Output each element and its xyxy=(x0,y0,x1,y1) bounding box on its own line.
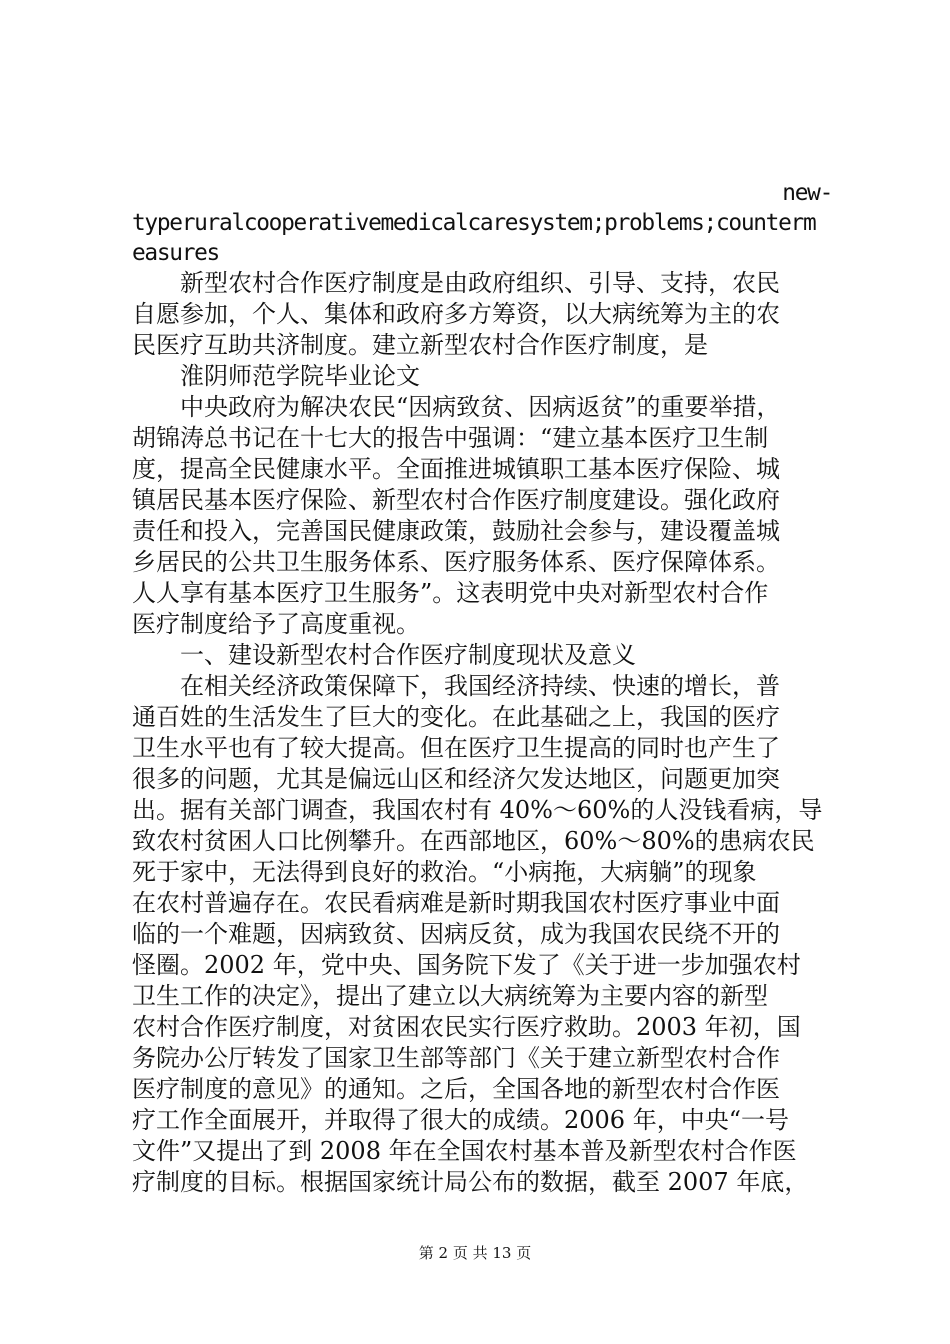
body-line: 民医疗互助共济制度。建立新型农村合作医疗制度，是 xyxy=(132,331,708,359)
section-heading: 一、建设新型农村合作医疗制度现状及意义 xyxy=(180,641,636,669)
keywords-line-1: new- xyxy=(782,180,832,206)
running-header: 淮阴师范学院毕业论文 xyxy=(180,362,420,390)
body-line: 胡锦涛总书记在十七大的报告中强调：“建立基本医疗卫生制 xyxy=(132,424,769,452)
body-line: 医疗制度给予了高度重视。 xyxy=(132,610,420,638)
body-line: 卫生工作的决定》，提出了建立以大病统筹为主要内容的新型 xyxy=(132,982,768,1010)
body-line: 在相关经济政策保障下，我国经济持续、快速的增长，普 xyxy=(180,672,780,700)
body-line: 死于家中，无法得到良好的救治。“小病拖，大病躺”的现象 xyxy=(132,858,757,886)
body-line: 责任和投入，完善国民健康政策，鼓励社会参与，建设覆盖城 xyxy=(132,517,780,545)
body-line: 致农村贫困人口比例攀升。在西部地区，60%～80%的患病农民 xyxy=(132,827,815,855)
body-line: 出。据有关部门调查，我国农村有 40%～60%的人没钱看病，导 xyxy=(132,796,823,824)
body-line: 度，提高全民健康水平。全面推进城镇职工基本医疗保险、城 xyxy=(132,455,780,483)
body-line: 新型农村合作医疗制度是由政府组织、引导、支持，农民 xyxy=(180,269,780,297)
body-line: 疗制度的目标。根据国家统计局公布的数据，截至 2007 年底， xyxy=(132,1168,809,1196)
body-line: 自愿参加，个人、集体和政府多方筹资，以大病统筹为主的农 xyxy=(132,300,780,328)
body-line: 很多的问题，尤其是偏远山区和经济欠发达地区，问题更加突 xyxy=(132,765,780,793)
keywords-line-3: easures xyxy=(132,240,219,266)
body-line: 怪圈。2002 年，党中央、国务院下发了《关于进一步加强农村 xyxy=(132,951,801,979)
page-footer: 第 2 页 共 13 页 xyxy=(418,1244,532,1262)
body-line: 农村合作医疗制度，对贫困农民实行医疗救助。2003 年初，国 xyxy=(132,1013,801,1041)
body-line: 疗工作全面展开，并取得了很大的成绩。2006 年，中央“一号 xyxy=(132,1106,789,1134)
body-line: 务院办公厅转发了国家卫生部等部门《关于建立新型农村合作 xyxy=(132,1044,780,1072)
body-line: 镇居民基本医疗保险、新型农村合作医疗制度建设。强化政府 xyxy=(132,486,780,514)
body-line: 在农村普遍存在。农民看病难是新时期我国农村医疗事业中面 xyxy=(132,889,780,917)
body-line: 卫生水平也有了较大提高。但在医疗卫生提高的同时也产生了 xyxy=(132,734,780,762)
keywords-line-2: typeruralcooperativemedicalcaresystem;problems;counterm xyxy=(132,210,816,236)
body-line: 中央政府为解决农民“因病致贫、因病返贫”的重要举措， xyxy=(180,393,781,421)
body-line: 文件”又提出了到 2008 年在全国农村基本普及新型农村合作医 xyxy=(132,1137,797,1165)
body-line: 临的一个难题，因病致贫、因病反贫，成为我国农民绕不开的 xyxy=(132,920,780,948)
body-line: 人人享有基本医疗卫生服务”。这表明党中央对新型农村合作 xyxy=(132,579,769,607)
body-line: 乡居民的公共卫生服务体系、医疗服务体系、医疗保障体系。 xyxy=(132,548,780,576)
body-line: 医疗制度的意见》的通知。之后，全国各地的新型农村合作医 xyxy=(132,1075,780,1103)
body-line: 通百姓的生活发生了巨大的变化。在此基础之上，我国的医疗 xyxy=(132,703,780,731)
